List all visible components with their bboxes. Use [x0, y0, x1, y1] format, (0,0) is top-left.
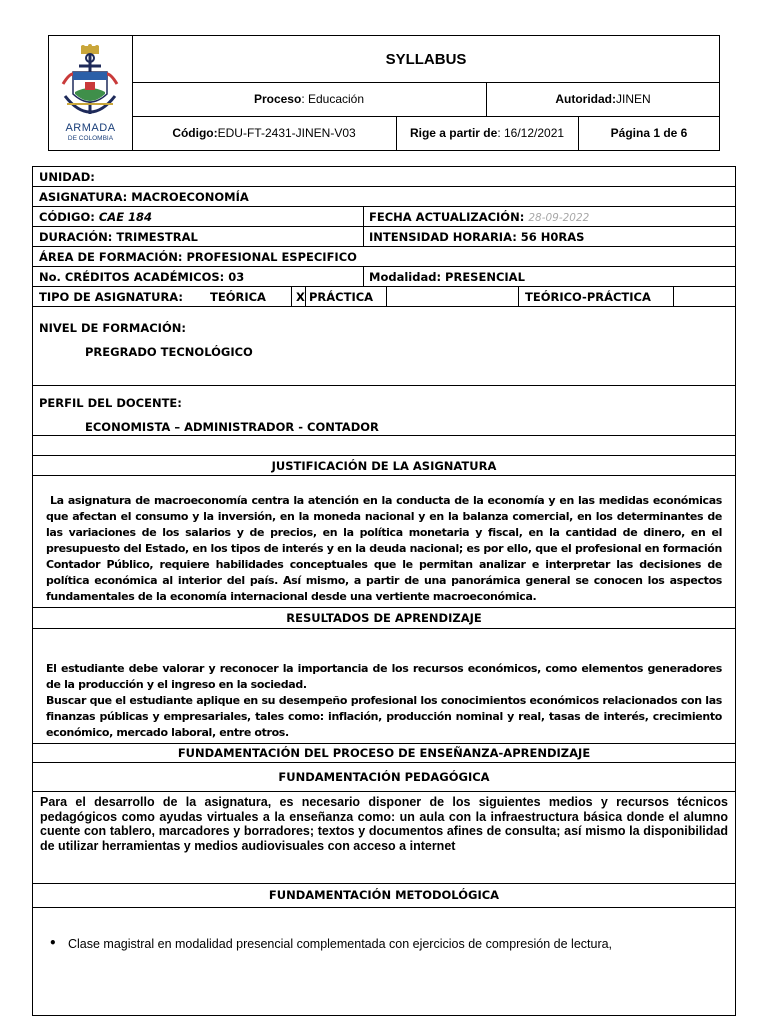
resultados-title: RESULTADOS DE APRENDIZAJE: [286, 611, 482, 625]
resultados-text-2: Buscar que el estudiante aplique en su desempeño profesional los conocimientos económicos relacionados con las finanzas públicas y empresariales, tales como: inflación, producción nominal y real, tasas de interés, crecimiento económico, mercado laboral, entre otros.: [46, 694, 722, 739]
codigo-field: [132, 116, 396, 150]
empty-row: [33, 436, 735, 456]
pedagogica-body: [33, 792, 735, 884]
codigo-value: CAE 184: [98, 210, 153, 224]
justificacion-body: [33, 476, 735, 608]
nivel-row: [33, 307, 735, 386]
syllabus-table: [32, 166, 736, 1016]
metodologica-header: [33, 884, 735, 908]
justificacion-title: JUSTIFICACIÓN DE LA ASIGNATURA: [271, 459, 497, 473]
armada-logo: [49, 36, 133, 150]
rige-label: Rige a partir de: [409, 126, 498, 140]
rige-field: [396, 116, 578, 150]
metodologica-title: FUNDAMENTACIÓN METODOLÓGICA: [268, 888, 500, 902]
justificacion-text: La asignatura de macroeconomía centra la atención en la conducta de la economía y en las medidas económicas que afectan el consumo y la inversión, en la moneda nacional y en la balanza comercial, en los determinantes de las variaciones de los salarios y de precios, en la política monetaria y fiscal, en la cantidad de dinero, en el presupuesto del Estado, en los tipos de interés y en la deuda nacional; es por ello, que el profesional en formación Contador Público, requiere habilidades conceptuales que le permitan analizar e interpretar las decisiones de política económica al interior del país. Así mismo, a partir de una panorámica general se conocen los aspectos fundamentales de la economía internacional desde una vertiente macroeconómica.: [46, 494, 722, 603]
nivel-label: NIVEL DE FORMACIÓN:: [39, 321, 186, 335]
nivel-value: PREGRADO TECNOLÓGICO: [85, 345, 253, 359]
document-title: SYLLABUS: [385, 50, 467, 68]
logo-text: ARMADA: [65, 122, 116, 134]
resultados-body: [33, 629, 735, 744]
codigo-row: [33, 207, 735, 227]
perfil-row: [33, 386, 735, 436]
codigo-value: EDU-FT-2431-JINEN-V03: [217, 126, 356, 140]
practica-label: PRÁCTICA: [309, 290, 374, 304]
teorica-label: TEÓRICA: [210, 290, 266, 304]
unidad-row: [33, 167, 735, 187]
creditos-label: No. CRÉDITOS ACADÉMICOS: 03: [39, 270, 245, 284]
justificacion-header: [33, 456, 735, 476]
pedagogica-text: Para el desarrollo de la asignatura, es necesario disponer de los siguientes medios y recursos técnicos pedagógicos como ayudas virtuales a la enseñanza como: un aula con la infraestructura básica donde el alumno cuente con tablero, marcadores y borradores; textos y documentos afines de consulta; así mismo la disponibilidad de utilizar herramientas y medios audiovisuales con acceso a internet: [40, 795, 728, 853]
fecha-value: 28-09-2022: [528, 212, 590, 224]
page-number: Página 1 de 6: [610, 126, 688, 140]
teorica-mark: X: [296, 290, 305, 304]
unidad-label: UNIDAD:: [39, 170, 95, 184]
pedagogica-header: [33, 763, 735, 792]
fecha-actualizacion: FECHA ACTUALIZACIÓN: 28-09-2022: [369, 210, 590, 224]
proceso-label: Proceso: [253, 92, 302, 106]
intensidad-label: INTENSIDAD HORARIA: 56 H0RAS: [369, 230, 585, 244]
bullet-icon: •: [49, 936, 57, 950]
creditos-row: [33, 267, 735, 287]
rige-value: : 16/12/2021: [497, 126, 565, 140]
fundamentacion-header: [33, 744, 735, 763]
proceso-value: : Educación: [301, 92, 365, 106]
asignatura-row: [33, 187, 735, 207]
document-header: [48, 35, 720, 151]
autoridad-field: [486, 82, 720, 116]
pedagogica-title: FUNDAMENTACIÓN PEDAGÓGICA: [278, 770, 490, 784]
teorico-practica-label: TEÓRICO-PRÁCTICA: [525, 290, 651, 304]
logo-subtext: DE COLOMBIA: [67, 135, 114, 142]
area-row: [33, 247, 735, 267]
metodologica-body: [33, 908, 735, 1015]
anchor-shield-icon: [59, 44, 121, 122]
metodologica-bullet: Clase magistral en modalidad presencial complementada con ejercicios de compresión de lectura,: [68, 937, 613, 951]
perfil-value: ECONOMISTA – ADMINISTRADOR - CONTADOR: [85, 420, 379, 434]
autoridad-value: JINEN: [615, 92, 651, 106]
area-label: ÁREA DE FORMACIÓN: PROFESIONAL ESPECIFICO: [39, 250, 357, 264]
duracion-label: DURACIÓN: TRIMESTRAL: [39, 230, 198, 244]
duracion-row: [33, 227, 735, 247]
modalidad-label: Modalidad: PRESENCIAL: [369, 270, 525, 284]
asignatura-label: ASIGNATURA: MACROECONOMÍA: [39, 190, 249, 204]
autoridad-label: Autoridad:: [555, 92, 616, 106]
codigo-label: Código:: [172, 126, 218, 140]
perfil-label: PERFIL DEL DOCENTE:: [39, 396, 182, 410]
resultados-text-1: El estudiante debe valorar y reconocer la importancia de los recursos económicos, como elementos generadores de la producción y el ingreso en la sociedad.: [46, 662, 722, 691]
codigo-label: CÓDIGO: CAE 184: [39, 210, 153, 224]
tipo-row: [33, 287, 735, 307]
proceso-field: [132, 82, 486, 116]
tipo-label: TIPO DE ASIGNATURA:: [39, 290, 184, 304]
resultados-header: [33, 608, 735, 629]
fundamentacion-title: FUNDAMENTACIÓN DEL PROCESO DE ENSEÑANZA-APRENDIZAJE: [177, 746, 591, 760]
